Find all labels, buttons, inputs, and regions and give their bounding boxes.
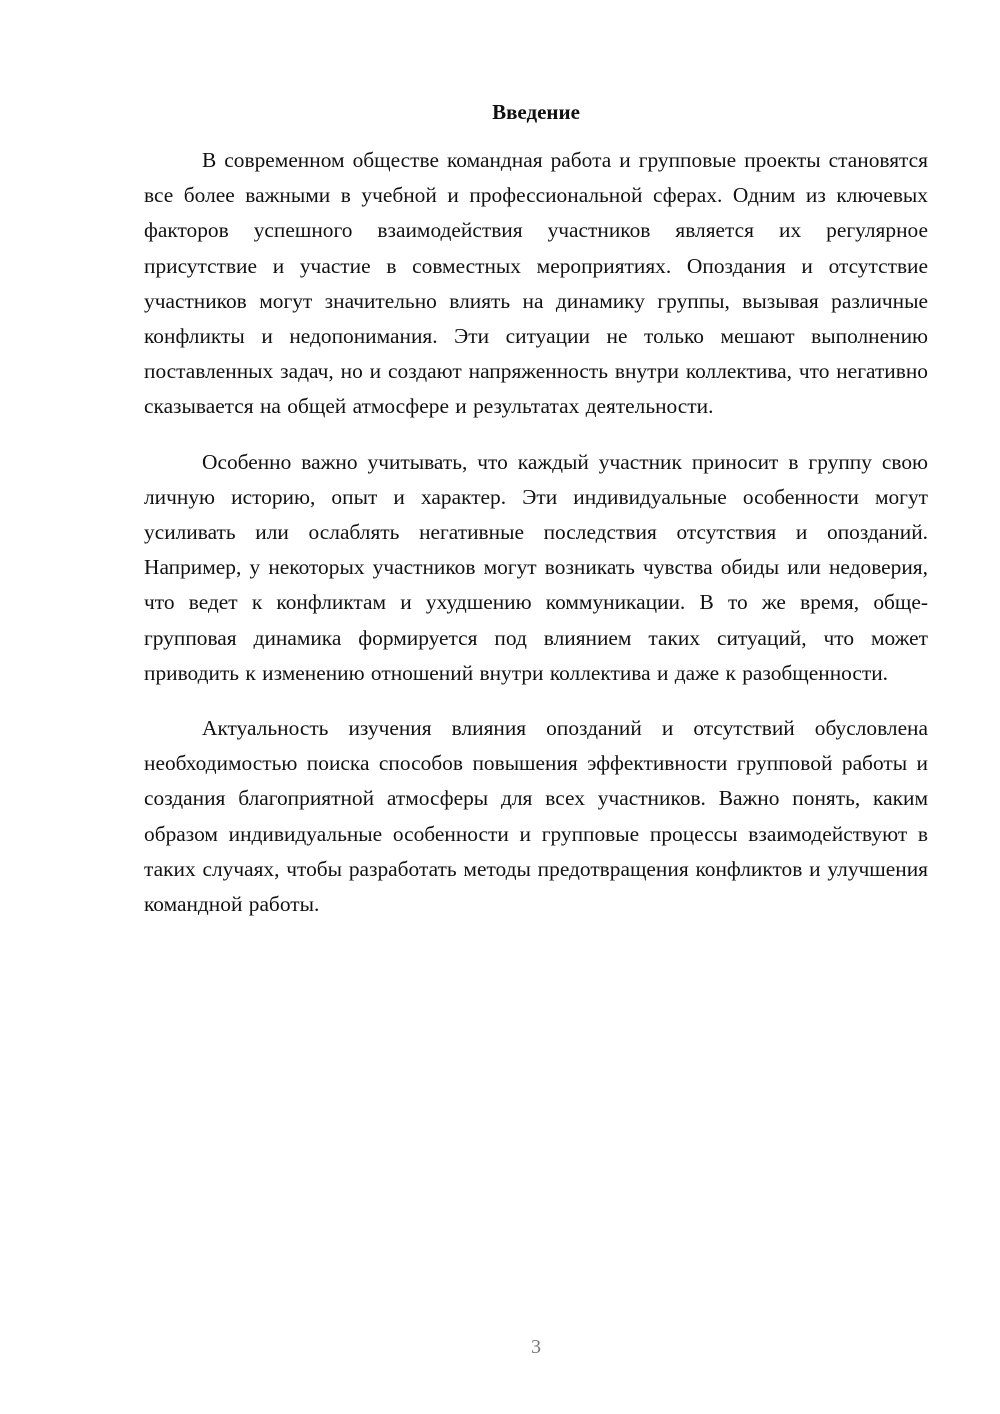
body-text: [144, 143, 928, 942]
page-title: Введение: [492, 100, 580, 124]
paragraph-1: В современном обществе командная работа и групповые проекты становятся все более важными в учебной и профессиональной сферах. Одним из ключевых факторов успешного взаимодействия участников является их регулярное присутствие и участие в совместных мероприятиях. Опоздания и отсутствие участников могут значительно влиять на динамику группы, вызывая различные конфликты и недопонимания. Эти ситуации не только мешают выполнению поставленных задач, но и создают напряженность внутри коллектива, что негативно сказывается на общей атмосфере и результатах деятельности.: [144, 148, 928, 419]
page-number: 3: [531, 1336, 541, 1358]
paragraph-2: Особенно важно учитывать, что каждый участник приносит в группу свою личную историю, опыт и характер. Эти индивидуальные особенности могут усиливать или ослаблять негативные последствия отсутствия и опозданий. Например, у некоторых участников могут возникать чувства обиды или недоверия, что ведет к конфликтам и ухудшению коммуникации. В то же время, обще-групповая динамика формируется под влиянием таких ситуаций, что может приводить к изменению отношений внутри коллектива и даже к разобщенности.: [144, 449, 928, 685]
paragraph-3: Актуальность изучения влияния опозданий и отсутствий обусловлена необходимостью поиска способов повышения эффективности групповой работы и создания благоприятной атмосферы для всех участников. Важно понять, каким образом индивидуальные особенности и групповые процессы взаимодействуют в таких случаях, чтобы разработать методы предотвращения конфликтов и улучшения командной работы.: [144, 716, 928, 917]
